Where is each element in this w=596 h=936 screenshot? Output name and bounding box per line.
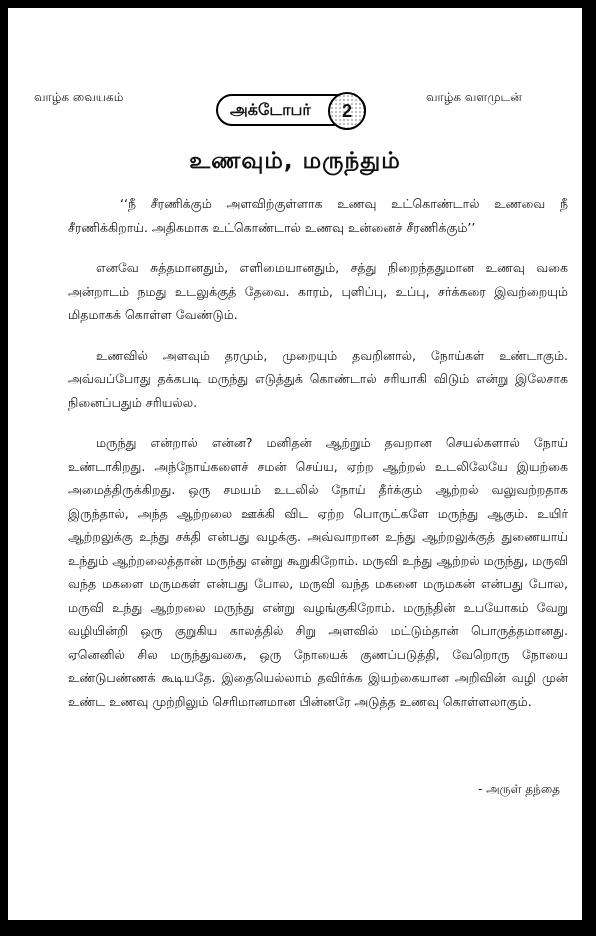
month-label: அக்டோபர்	[230, 99, 311, 119]
date-badge	[216, 94, 366, 126]
paragraph: மருந்து என்றால் என்ன? மனிதன் ஆற்றும் தவறான செயல்களால் நோய் உண்டாகிறது. அந்நோய்களைச் சமன் செய்ய, ஏற்ற ஆற்றல் உடலிலேயே இயற்கை அமைத்திருக்கிறது. ஒரு சமயம் உடலில் நோய் தீர்க்கும் ஆற்றல் வலுவற்றதாக இருந்தால், அந்த ஆற்றலை ஊக்கி விட ஏற்ற பொருட்களே மருந்து ஆகும். உயிர் ஆற்றலுக்கு உந்து சக்தி என்பது வழக்கு. அவ்வாறான உந்து ஆற்றலுக்குத் துணையாய் உந்தும் ஆற்றலைத்தான் மருந்து என்று கூறுகிறோம். மருவி உந்து ஆற்றல் மருந்து, மருவி வந்த மகளை மருமகள் என்பது போல, மருவி வந்த மகனை மருமகன் என்பது போல, மருவி உந்து ஆற்றலை மருந்து என்று வழங்குகிறோம். மருந்தின் உபயோகம் வேறு வழியின்றி ஒரு குறுகிய காலத்தில் சிறு அளவில் மட்டும்தான் பொருத்தமானது. ஏனெனில் சில மருந்துவகை, ஒரு நோயைக் குணப்படுத்தி, வேறொரு நோயை உண்டுபண்ணக் கூடியதே. இதையெல்லாம் தவிர்க்க இயற்கையான அறிவின் வழி முன் உண்ட உணவு முற்றிலும் செரிமானமான பின்னரே அடுத்த உணவு கொள்ளலாகும்.	[68, 435, 568, 709]
paragraph: எனவே சுத்தமானதும், எளிமையானதும், சத்து நிறைந்ததுமான உணவு வகை அன்றாடம் நமது உடலுக்குத் தேவை. காரம், புளிப்பு, உப்பு, சர்க்கரை இவற்றையும் மிதமாகக் கொள்ள வேண்டும்.	[68, 260, 568, 322]
author-signature: - அருள் தந்தை	[478, 782, 560, 796]
header-left-motto: வாழ்க வையகம்	[34, 90, 124, 104]
day-number: 2	[328, 92, 366, 130]
article-body	[68, 192, 568, 730]
page-title: உணவும், மருந்தும்	[189, 148, 401, 174]
quote-paragraph: ‘‘நீ சீரணிக்கும் அளவிற்குள்ளாக உணவு உட்கொண்டால் உணவை நீ சீரணிக்கிறாய். அதிகமாக உட்கொண்டால் உணவு உன்னைச் சீரணிக்கும்’’	[68, 196, 568, 235]
header-right-motto: வாழ்க வளமுடன்	[426, 90, 522, 104]
page	[6, 6, 584, 922]
paragraph: உணவில் அளவும் தரமும், முறையும் தவறினால், நோய்கள் உண்டாகும். அவ்வப்போது தக்கபடி மருந்து எடுத்துக் கொண்டால் சரியாகி விடும் என்று இலேசாக நினைப்பதும் சரியல்ல.	[68, 347, 568, 410]
